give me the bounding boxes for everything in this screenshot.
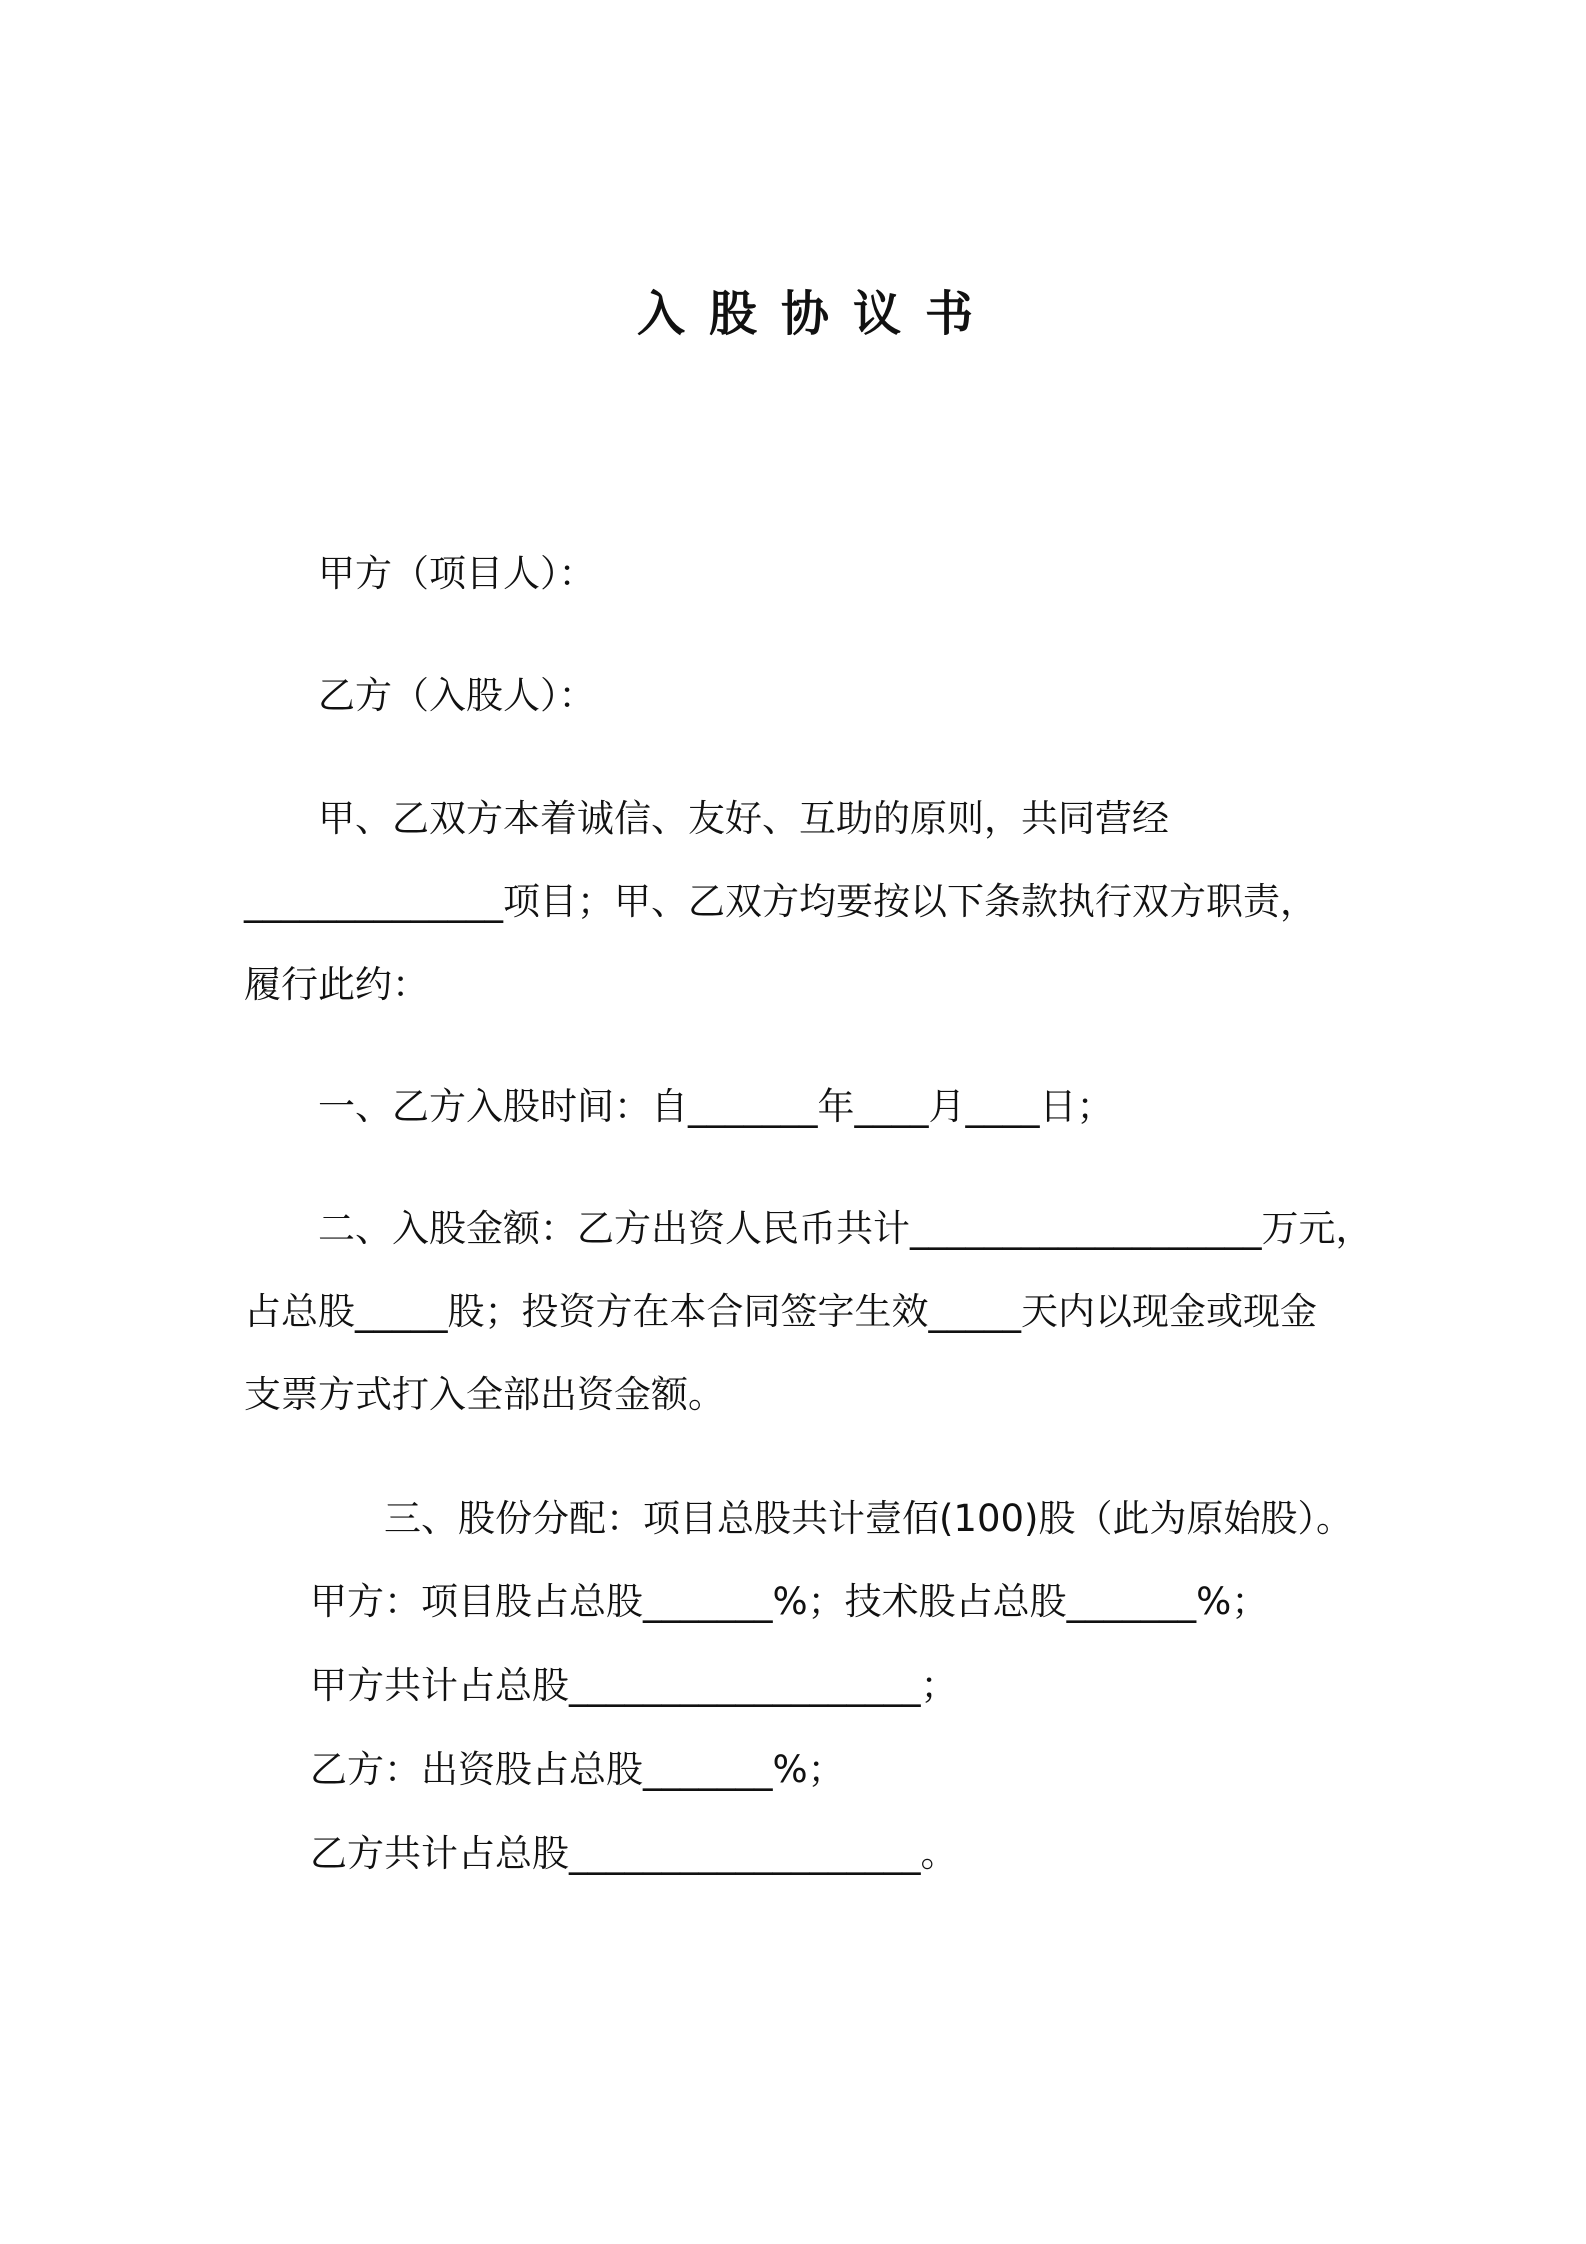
clause-2-line-1: 二、入股金额：乙方出资人民币共计___________________万元，	[318, 1207, 1373, 1250]
preamble-line-2: ______________项目；甲、乙双方均要按以下条款执行双方职责，	[244, 880, 1317, 923]
clause-2-line-3: 支票方式打入全部出资金额。	[244, 1373, 725, 1416]
clause-2-line-2: 占总股_____股；投资方在本合同签字生效_____天内以现金或现金	[244, 1290, 1317, 1333]
party-b-label: 乙方（入股人）：	[318, 674, 596, 717]
clause-3-heading: 三、股份分配：项目总股共计壹佰(100)股（此为原始股）。	[384, 1497, 1353, 1540]
document-title: 入股协议书	[636, 286, 997, 342]
clause-3-party-b-shares: 乙方：出资股占总股_______%；	[310, 1748, 845, 1791]
preamble-line-3: 履行此约：	[244, 963, 429, 1006]
clause-1-join-date: 一、乙方入股时间：自_______年____月____日；	[318, 1085, 1114, 1128]
clause-3-party-b-total: 乙方共计占总股___________________。	[310, 1832, 958, 1875]
clause-3-party-a-shares: 甲方：项目股占总股_______%；技术股占总股_______%；	[310, 1580, 1269, 1623]
clause-3-party-a-total: 甲方共计占总股___________________；	[310, 1664, 958, 1707]
preamble-line-1: 甲、乙双方本着诚信、友好、互助的原则，共同营经	[318, 797, 1169, 840]
party-a-label: 甲方（项目人）：	[318, 552, 596, 595]
